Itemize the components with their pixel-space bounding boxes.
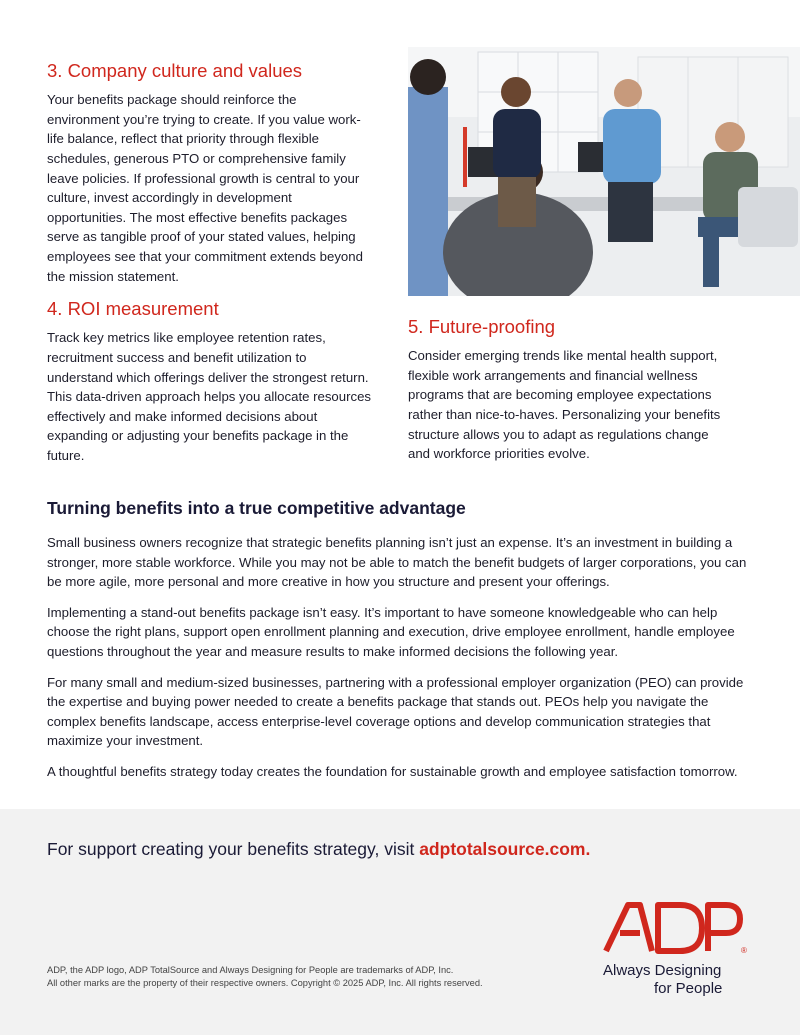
tagline-line: for People <box>654 980 723 997</box>
legal-line: All other marks are the property of their respective owners. Copyright © 2025 ADP, Inc. All rights reserved. <box>47 977 483 988</box>
right-column <box>408 47 800 464</box>
tagline-line: Always Designing <box>603 962 722 979</box>
paragraph: Implementing a stand-out benefits package isn’t easy. It’s important to have someone knowledgeable who can help choose the right plans, support open enrollment planning and execution, drive employee enrollment, handle employee questions throughout the year and measure results to make informed decisions the following year. <box>47 604 735 659</box>
adp-logo <box>598 897 758 998</box>
paragraph: Small business owners recognize that strategic benefits planning isn’t just an expense. It’s an investment in building a stronger, more stable workforce. While you may not be able to match the benefit budgets of larger corporations, you can be more agile, more personal and more creative in how you structure and present your offerings. <box>47 535 747 590</box>
section-body: Consider emerging trends like mental health support, flexible work arrangements and financial wellness programs that are becoming employee expectations rather than nice-to-haves. Personalizing your benefits structure allows you to adapt as regulations change and workforce priorities evolve. <box>408 348 721 462</box>
section-roi-measurement <box>47 298 372 465</box>
footer <box>0 809 800 1035</box>
registered-mark: ® <box>741 946 747 955</box>
paragraph: A thoughtful benefits strategy today creates the foundation for sustainable growth and employee satisfaction tomorrow. <box>47 763 738 779</box>
section-future-proofing <box>408 316 728 464</box>
section-heading: 3. Company culture and values <box>47 60 303 81</box>
section-body: Track key metrics like employee retention rates, recruitment success and benefit utilization to understand which offerings deliver the strongest return. This data-driven approach helps you allocate resources effectively and make informed decisions about expanding or adjusting your benefits package in the future. <box>47 330 372 463</box>
section-heading: 5. Future-proofing <box>408 316 556 337</box>
competitive-advantage-section <box>47 498 757 793</box>
cta-period: . <box>585 839 591 859</box>
paragraph: For many small and medium-sized businesses, partnering with a professional employer organization (PEO) can provide the expertise and buying power needed to create a benefits package that stands out. PEOs help you navigate the complex benefits landscape, access enterprise-level coverage options and develop communication strategies that maximize your investment. <box>47 674 744 749</box>
legal-notice <box>47 964 483 989</box>
website-link[interactable]: adptotalsource.com <box>419 839 586 859</box>
cta-line <box>47 839 590 860</box>
photo-illustration <box>408 47 800 296</box>
main-heading: Turning benefits into a true competitive advantage <box>47 498 466 518</box>
legal-line: ADP, the ADP logo, ADP TotalSource and Always Designing for People are trademarks of ADP, Inc. <box>47 965 454 975</box>
section-body: Your benefits package should reinforce the environment you’re trying to create. If you value work-life balance, reflect that priority through flexible schedules, generous PTO or comprehensive family leave policies. If professional growth is central to your culture, invest accordingly in development opportunities. The most effective benefits packages serve as tangible proof of your stated values, helping employees see that your commitment extends beyond the mission statement. <box>47 92 363 284</box>
section-heading: 4. ROI measurement <box>47 298 219 320</box>
cta-text: For support creating your benefits strategy, visit <box>47 839 420 859</box>
adp-logo-mark <box>598 897 748 957</box>
team-meeting-photo <box>408 47 800 296</box>
left-column <box>47 60 372 465</box>
section-company-culture <box>47 60 372 286</box>
